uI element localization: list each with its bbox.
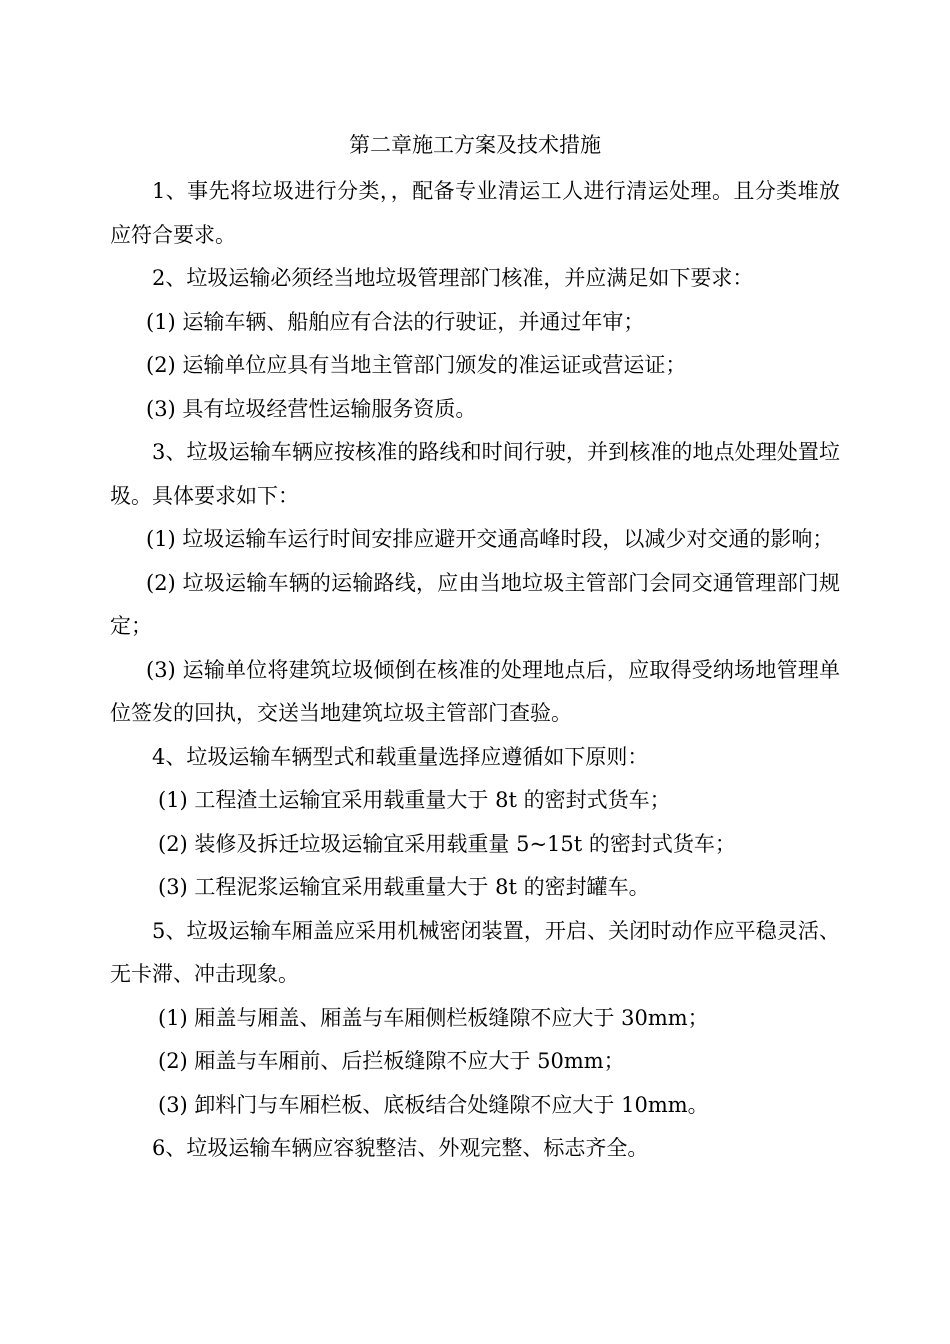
paragraph-9: (3) 运输单位将建筑垃圾倾倒在核准的处理地点后，应取得受纳场地管理单位签发的回执，交送当地建筑垃圾主管部门查验。 bbox=[110, 657, 840, 725]
paragraph-15: (1) 厢盖与厢盖、厢盖与车厢侧栏板缝隙不应大于 30mm； bbox=[158, 1005, 709, 1030]
paragraph-2: 2、垃圾运输必须经当地垃圾管理部门核准，并应满足如下要求： bbox=[152, 266, 754, 290]
paragraph-6: 3、垃圾运输车辆应按核准的路线和时间行驶，并到核准的地点处理处置垃圾。具体要求如下： bbox=[110, 440, 840, 508]
paragraph-17: (3) 卸料门与车厢栏板、底板结合处缝隙不应大于 10mm。 bbox=[158, 1092, 709, 1117]
paragraph-7: (1) 垃圾运输车运行时间安排应避开交通高峰时段，以减少对交通的影响； bbox=[146, 527, 834, 551]
paragraph-16: (2) 厢盖与车厢前、后拦板缝隙不应大于 50mm； bbox=[158, 1049, 625, 1073]
chapter-title: 第二章施工方案及技术措施 bbox=[349, 133, 601, 157]
paragraph-3: (1) 运输车辆、船舶应有合法的行驶证，并通过年审； bbox=[146, 309, 645, 334]
paragraph-4: (2) 运输单位应具有当地主管部门颁发的准运证或营运证； bbox=[146, 353, 687, 377]
paragraph-8: (2) 垃圾运输车辆的运输路线，应由当地垃圾主管部门会同交通管理部门规定； bbox=[110, 570, 840, 638]
paragraph-14: 5、垃圾运输车厢盖应采用机械密闭装置，开启、关闭时动作应平稳灵活、无卡滞、冲击现象。 bbox=[110, 918, 840, 986]
paragraph-11: (1) 工程渣土运输宜采用载重量大于 8t 的密封式货车； bbox=[158, 788, 671, 812]
paragraph-5: (3) 具有垃圾经营性运输服务资质。 bbox=[146, 396, 477, 421]
paragraph-13: (3) 工程泥浆运输宜采用载重量大于 8t 的密封罐车。 bbox=[158, 875, 650, 899]
document-body bbox=[110, 170, 840, 1171]
paragraph-1: 1、事先将垃圾进行分类，，配备专业清运工人进行清运处理。且分类堆放应符合要求。 bbox=[110, 179, 840, 247]
paragraph-10: 4、垃圾运输车辆型式和载重量选择应遵循如下原则： bbox=[152, 744, 649, 769]
paragraph-18: 6、垃圾运输车辆应容貌整洁、外观完整、标志齐全。 bbox=[152, 1136, 649, 1160]
paragraph-12: (2) 装修及拆迁垃圾运输宜采用载重量 5~15t 的密封式货车； bbox=[158, 831, 736, 856]
